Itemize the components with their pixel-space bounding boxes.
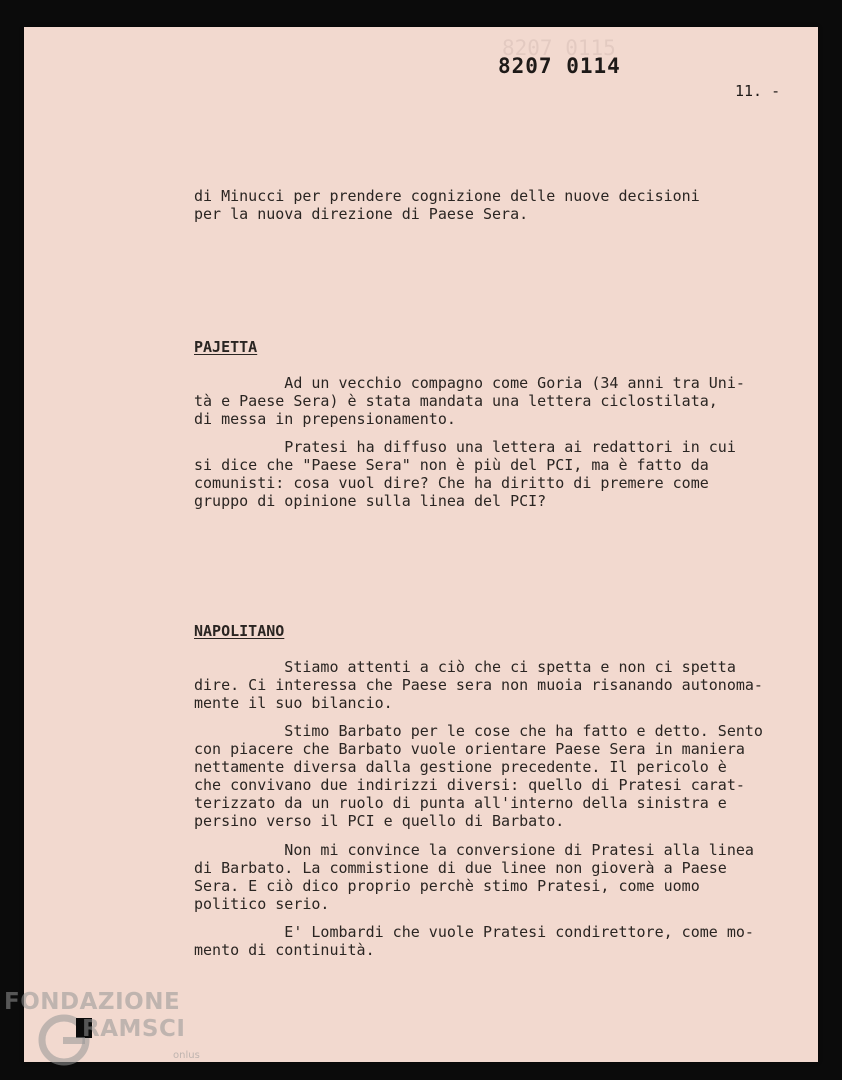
intro-paragraph [194, 187, 814, 223]
fondazione-gramsci-watermark [0, 986, 230, 1080]
paragraph: Ad un vecchio compagno come Goria (34 anni tra Uni- tà e Paese Sera) è stata mandata una lettera ciclostilata, di messa in prepensionamento. [194, 374, 745, 428]
paragraph: Stimo Barbato per le cose che ha fatto e detto. Sento con piacere che Barbato vuole orientare Paese Sera in maniera nettamente diversa dalla gestione precedente. Il pericolo è che convivano due indirizzi diversi: quello di Pratesi carat- terizzato da un ruolo di punta all'interno della sinistra e persino verso il PCI e quello di Barbato. [194, 722, 763, 830]
intro-line: di Minucci per prendere cognizione delle nuove decisioni [194, 187, 700, 205]
document-page [24, 27, 818, 1062]
watermark-line1: FONDAZIONE [4, 989, 181, 1015]
paragraph: Pratesi ha diffuso una lettera ai redattori in cui si dice che "Paese Sera" non è più del PCI, ma è fatto da comunisti: cosa vuol dire? Che ha diritto di premere come gruppo di opinione sulla linea del PCI? [194, 438, 736, 510]
speaker-heading-napolitano: NAPOLITANO [194, 622, 285, 640]
speaker-heading-pajetta: PAJETTA [194, 338, 258, 356]
paragraph: E' Lombardi che vuole Pratesi condirettore, come mo- mento di continuità. [194, 923, 754, 959]
paragraph: Non mi convince la conversione di Pratesi alla linea di Barbato. La commistione di due linee non gioverà a Paese Sera. E ciò dico proprio perchè stimo Pratesi, come uomo politico serio. [194, 841, 754, 913]
page-number: 11. - [735, 82, 781, 100]
show-through-number: 8207 0115 [502, 36, 616, 60]
archive-number: 8207 0114 [498, 54, 621, 78]
watermark-line2: RAMSCI [82, 1016, 186, 1042]
intro-line: per la nuova direzione di Paese Sera. [194, 205, 529, 223]
watermark-line3: onlus [173, 1050, 200, 1061]
paragraph: Stiamo attenti a ciò che ci spetta e non ci spetta dire. Ci interessa che Paese sera non muoia risanando autonoma- mente il suo bilancio. [194, 658, 763, 712]
